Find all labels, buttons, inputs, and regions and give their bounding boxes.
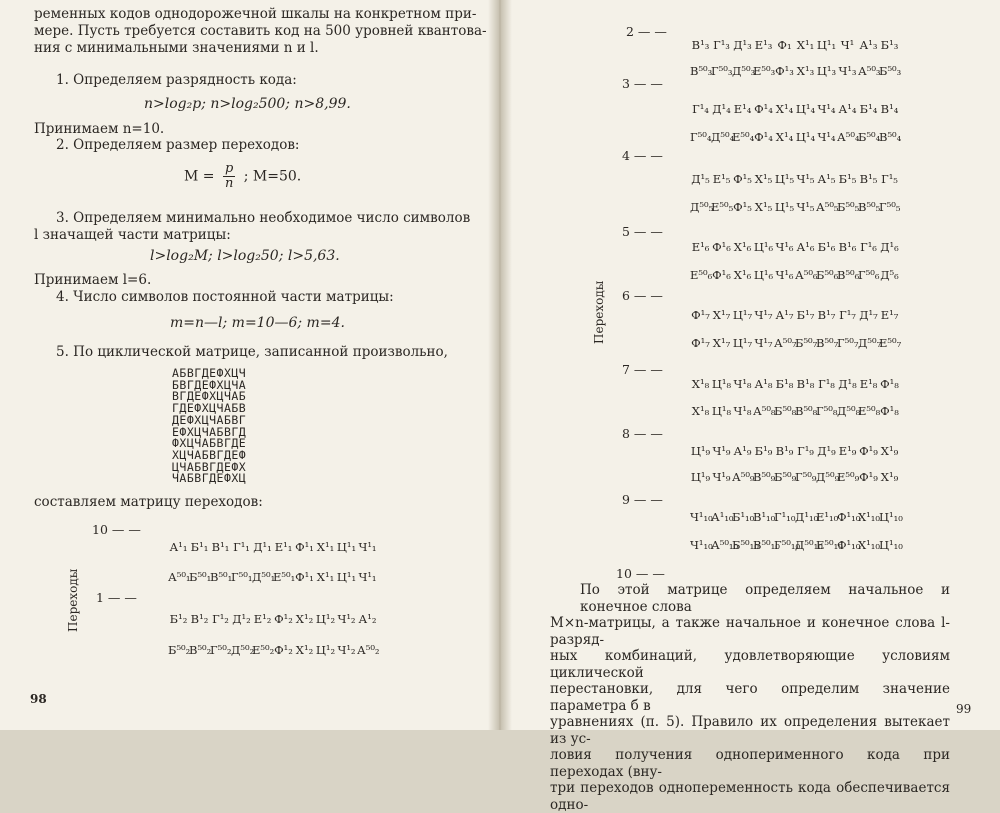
matrix-row — [168, 570, 378, 584]
formula-3: l>log₂M; l>log₂50; l>5,63. — [150, 248, 340, 264]
formula-2-fraction — [223, 162, 235, 191]
matrix-cell: Ц¹₈ — [711, 404, 732, 418]
matrix-cell: А¹₅ — [817, 172, 836, 186]
matrix-cell: Ч¹₉ — [712, 470, 731, 484]
matrix-cell: Ч¹₇ — [754, 308, 773, 322]
matrix-cell: В¹₇ — [817, 308, 836, 322]
matrix-cell: Е⁵⁰₂ — [252, 643, 275, 657]
matrix-cell: Х¹₅ — [754, 200, 773, 214]
matrix-cell: Ч¹₁ — [358, 570, 377, 584]
matrix-cell: А⁵⁰₉ — [732, 470, 755, 484]
transition-label: 3 — — — [622, 76, 663, 91]
matrix-cell: А⁵⁰₅ — [816, 200, 839, 214]
matrix-cell: Д¹₉ — [817, 444, 836, 458]
matrix-cell: Е¹₅ — [712, 172, 731, 186]
matrix-cell: Х¹₂ — [295, 612, 314, 626]
matrix-cell: Е⁵⁰₇ — [879, 336, 902, 350]
matrix-cell: Д⁵⁰₁ — [252, 570, 276, 584]
matrix-cell: В¹₉ — [775, 444, 794, 458]
formula-2-rhs: ; M=50. — [243, 168, 302, 185]
matrix-cell: А⁵⁰₁₀ — [711, 538, 739, 552]
matrix-cell: Ч¹₈ — [733, 377, 752, 391]
matrix-cell: В⁵⁰₅ — [858, 200, 881, 214]
matrix-cell: Ф¹₆ — [712, 240, 731, 254]
matrix-row — [690, 538, 903, 552]
matrix-cell: Б⁵⁰₉ — [774, 470, 797, 484]
matrix-cell: Г¹₃ — [713, 38, 730, 52]
matrix-cell: Ф¹₈ — [880, 377, 899, 391]
step-4: 4. Число символов постоянной части матрицы: — [56, 289, 394, 305]
matrix-cell: А¹₄ — [838, 102, 857, 116]
paragraph-line: перестановки, для чего определим значение параметра б в — [550, 681, 950, 714]
matrix-cell: Б⁵⁰₇ — [795, 336, 818, 350]
matrix-cell: А¹₃ — [859, 38, 878, 52]
matrix-cell: Х¹₁ — [316, 540, 335, 554]
cyclic-row: ХЦЧАБВГДЕФ — [172, 447, 247, 462]
matrix-cell: А⁵⁰₈ — [753, 404, 776, 418]
matrix-row — [690, 64, 900, 78]
formula-1: n>log₂p; n>log₂500; n>8,99. — [144, 96, 351, 112]
cyclic-row: ЧАБВГДЕФХЦ — [172, 471, 247, 486]
matrix-cell: В¹₃ — [691, 38, 710, 52]
matrix-cell: Б⁵⁰₄ — [858, 130, 881, 144]
matrix-cell: Ц¹₉ — [690, 444, 711, 458]
step-3-line: 3. Определяем минимально необходимое число символов — [56, 210, 471, 226]
formula-4: m=n—l; m=10—6; m=4. — [170, 315, 345, 331]
matrix-cell: Д⁵⁰₈ — [837, 404, 861, 418]
matrix-cell: Ц¹₇ — [732, 336, 753, 350]
matrix-cell: В¹₄ — [880, 102, 899, 116]
matrix-cell: Д¹₄ — [712, 102, 731, 116]
matrix-cell: Ч¹₁₀ — [690, 510, 713, 524]
transition-label: 10 — — — [92, 522, 141, 537]
matrix-cell: Ф¹₇ — [691, 308, 710, 322]
matrix-cell: Б¹₂ — [169, 612, 188, 626]
matrix-cell: В⁵⁰₉ — [753, 470, 776, 484]
matrix-cell: Ц¹₅ — [774, 200, 795, 214]
matrix-cell: Г¹₅ — [881, 172, 898, 186]
matrix-cell: Г¹₈ — [818, 377, 835, 391]
transition-label: 10 — — — [616, 566, 665, 581]
matrix-cell: Д⁵⁰₂ — [231, 643, 255, 657]
matrix-cell: Ц¹₂ — [315, 612, 336, 626]
matrix-cell: Б⁵⁰₂ — [168, 643, 191, 657]
matrix-cell: Ф¹₈ — [880, 404, 899, 418]
matrix-cell: В⁵⁰₁₀ — [753, 538, 780, 552]
cyclic-matrix — [172, 368, 246, 485]
matrix-cell: А⁵⁰₃ — [858, 64, 881, 78]
matrix-cell: Б⁵⁰₈ — [774, 404, 797, 418]
matrix-cell: Д⁵⁰₁₀ — [795, 538, 823, 552]
matrix-cell: Ц¹₁ — [336, 570, 357, 584]
matrix-cell: Х¹₄ — [775, 130, 794, 144]
matrix-cell: Ч¹₄ — [817, 102, 836, 116]
matrix-row — [690, 172, 900, 186]
matrix-cell: Х¹₁₀ — [858, 510, 881, 524]
transition-label: 1 — — — [96, 590, 137, 605]
matrix-cell: Д⁵⁰₅ — [690, 200, 714, 214]
matrix-cell: Б¹₄ — [859, 102, 878, 116]
matrix-cell: Х¹₉ — [880, 470, 899, 484]
formula-2-lhs: M = — [184, 168, 215, 185]
matrix-cell: Ч¹₆ — [775, 240, 794, 254]
page-number: 98 — [30, 692, 47, 706]
matrix-cell: Д⁵⁰₃ — [732, 64, 756, 78]
matrix-cell: Е⁵⁰₅ — [711, 200, 734, 214]
intro-line: ния с минимальными значениями n и l. — [34, 40, 319, 56]
matrix-cell: Г⁵⁰₁₀ — [774, 538, 801, 552]
matrix-cell: Х¹₆ — [733, 240, 752, 254]
intro-paragraph — [34, 6, 487, 57]
matrix-row — [168, 612, 378, 626]
matrix-cell: Б¹₈ — [775, 377, 794, 391]
matrix-cell: А¹₉ — [733, 444, 752, 458]
matrix-cell: Ф¹₁₀ — [837, 538, 861, 552]
matrix-cell: Ц¹₁ — [816, 38, 837, 52]
matrix-cell: Г¹₆ — [860, 240, 877, 254]
matrix-cell: Г⁵⁰₂ — [210, 643, 232, 657]
page-number: 99 — [956, 702, 972, 716]
matrix-cell: Г¹₁₀ — [774, 510, 796, 524]
paragraph-line: уравнениях (п. 5). Правило их определения вытекает из ус- — [550, 714, 950, 747]
accept-n: Принимаем n=10. — [34, 121, 165, 137]
matrix-cell: Ч¹ — [840, 38, 855, 52]
matrix-cell: А¹₂ — [358, 612, 377, 626]
matrix-cell: Е⁵⁰₃ — [753, 64, 776, 78]
matrix-row — [690, 38, 900, 52]
matrix-cell: Х¹₆ — [733, 268, 752, 282]
formula-2 — [184, 162, 301, 191]
matrix-cell: Б¹₅ — [838, 172, 857, 186]
matrix-row — [690, 240, 900, 254]
conclusion-paragraph — [550, 582, 950, 813]
cyclic-row: ДЕФХЦЧАБВГ — [172, 412, 247, 427]
matrix-cell: Б⁵⁰₁₀ — [732, 538, 759, 552]
matrix-cell: Е⁵⁰₁ — [273, 570, 296, 584]
matrix-cell: В¹₁₀ — [753, 510, 776, 524]
matrix-row — [690, 377, 900, 391]
matrix-cell: Г⁵⁰₁ — [231, 570, 253, 584]
matrix-cell: Е⁵⁰₈ — [858, 404, 881, 418]
step-5: 5. По циклической матрице, записанной произвольно, — [56, 344, 448, 360]
matrix-cell: В⁵⁰₁ — [210, 570, 233, 584]
matrix-cell: В⁵⁰₄ — [879, 130, 902, 144]
matrix-row — [168, 540, 378, 554]
matrix-cell: А⁵⁰₂ — [357, 643, 380, 657]
matrix-cell: Б⁵⁰₅ — [837, 200, 860, 214]
matrix-cell: Ц¹₈ — [711, 377, 732, 391]
matrix-cell: Д¹₅ — [691, 172, 710, 186]
matrix-cell: Е¹₆ — [691, 240, 710, 254]
matrix-cell: Ч¹₂ — [337, 612, 356, 626]
matrix-cell: Б¹₃ — [880, 38, 899, 52]
paragraph-line: ных комбинаций, удовлетворяющие условиям циклической — [550, 648, 950, 681]
matrix-cell: Е¹₁₀ — [816, 510, 839, 524]
matrix-cell: Е¹₇ — [880, 308, 899, 322]
intro-line: ременных кодов однодорожечной шкалы на конкретном при- — [34, 6, 477, 22]
matrix-cell: Ф¹₃ — [775, 64, 794, 78]
matrix-row — [690, 336, 900, 350]
matrix-row — [690, 268, 900, 282]
matrix-cell: Ц¹₆ — [753, 240, 774, 254]
matrix-cell: Ф¹₂ — [274, 643, 293, 657]
matrix-cell: Ц¹₅ — [774, 172, 795, 186]
matrix-cell: Х¹₁₀ — [858, 538, 881, 552]
matrix-row — [690, 102, 900, 116]
matrix-cell: Г⁵⁰₉ — [795, 470, 817, 484]
matrix-cell: Е⁵⁰₆ — [690, 268, 713, 282]
matrix-cell: А⁵⁰₆ — [795, 268, 818, 282]
matrix-cell: Ф¹₁ — [295, 570, 314, 584]
matrix-cell: Е⁵⁰₉ — [837, 470, 860, 484]
matrix-cell: Б¹₇ — [796, 308, 815, 322]
matrix-cell: Ф¹₉ — [859, 444, 878, 458]
matrix-cell: Ч¹₄ — [817, 130, 836, 144]
matrix-cell: Д¹₁₀ — [795, 510, 819, 524]
matrix-cell: Ф¹₁₀ — [837, 510, 861, 524]
matrix-cell: А¹₈ — [754, 377, 773, 391]
matrix-cell: В⁵⁰₃ — [690, 64, 713, 78]
transitions-side-label: Переходы — [66, 568, 80, 632]
matrix-cell: Г⁵⁰₄ — [690, 130, 712, 144]
matrix-cell: Ч¹₇ — [754, 336, 773, 350]
matrix-cell: Е¹₁ — [274, 540, 293, 554]
transition-label: 5 — — — [622, 224, 663, 239]
matrix-cell: Х¹₁ — [796, 38, 815, 52]
matrix-cell: Д⁵₆ — [880, 268, 899, 282]
transition-label: 9 — — — [622, 492, 663, 507]
matrix-cell: Г¹₂ — [212, 612, 229, 626]
matrix-row — [690, 510, 903, 524]
fraction-numerator: p — [224, 161, 234, 176]
matrix-cell: Х¹₄ — [775, 102, 794, 116]
fraction-denominator: n — [224, 176, 234, 191]
paragraph-line: По этой матрице определяем начальное и конечное слова — [580, 582, 950, 615]
matrix-cell: Б⁵⁰₁ — [189, 570, 212, 584]
matrix-cell: Г⁵⁰₃ — [711, 64, 733, 78]
matrix-cell: Б¹₉ — [754, 444, 773, 458]
cyclic-row: ЦЧАБВГДЕФХ — [172, 459, 247, 474]
intro-line: мере. Пусть требуется составить код на 500 уровней квантова- — [34, 23, 487, 39]
matrix-cell: В¹₅ — [859, 172, 878, 186]
cyclic-row: ЕФХЦЧАБВГД — [172, 424, 247, 439]
matrix-cell: Б¹₆ — [817, 240, 836, 254]
step-3 — [34, 210, 470, 244]
matrix-cell: Д⁵⁰₄ — [711, 130, 735, 144]
cyclic-row: АБВГДЕФХЦЧ — [172, 366, 247, 380]
matrix-cell: А⁵⁰₇ — [774, 336, 797, 350]
matrix-row — [690, 200, 900, 214]
matrix-cell: Ц¹₄ — [795, 102, 816, 116]
matrix-cell: Ч¹₅ — [796, 172, 815, 186]
step-3-line: l значащей части матрицы: — [34, 227, 231, 243]
matrix-cell: Ч¹₃ — [838, 64, 857, 78]
matrix-cell: Б⁵⁰₆ — [816, 268, 839, 282]
matrix-cell: Ф¹₄ — [754, 102, 773, 116]
transition-label: 8 — — — [622, 426, 663, 441]
matrix-row — [690, 130, 900, 144]
matrix-cell: Ц¹₁₀ — [879, 538, 903, 552]
paragraph-line: M×n-матрицы, а также начальное и конечное слова l-разряд- — [550, 615, 950, 648]
cyclic-row: ФХЦЧАБВГДЕ — [172, 436, 247, 451]
matrix-cell: Ф¹₂ — [274, 612, 293, 626]
matrix-cell: В⁵⁰₆ — [837, 268, 860, 282]
matrix-cell: Е¹₂ — [253, 612, 272, 626]
matrix-cell: Е⁵⁰₁₀ — [816, 538, 843, 552]
matrix-cell: Х¹₉ — [880, 444, 899, 458]
matrix-cell: Д¹₇ — [859, 308, 878, 322]
matrix-cell: Ф¹₅ — [733, 200, 752, 214]
matrix-row — [690, 308, 900, 322]
matrix-cell: Ф¹₆ — [712, 268, 731, 282]
book-gutter — [488, 0, 512, 730]
paragraph-line: три переходов однопеременность кода обеспечивается одно- — [550, 780, 950, 813]
matrix-cell: Х¹₃ — [796, 64, 815, 78]
matrix-cell: Е¹₃ — [754, 38, 773, 52]
matrix-cell: В⁵⁰₇ — [816, 336, 839, 350]
accept-l: Принимаем l=6. — [34, 272, 152, 288]
matrix-cell: Г⁵⁰₅ — [879, 200, 901, 214]
matrix-cell: Д⁵⁰₉ — [816, 470, 840, 484]
transition-label: 4 — — — [622, 148, 663, 163]
matrix-cell: А¹₆ — [796, 240, 815, 254]
matrix-cell: Д¹₈ — [838, 377, 857, 391]
matrix-cell: Ц¹₄ — [795, 130, 816, 144]
matrix-cell: Х¹₈ — [691, 377, 710, 391]
matrix-cell: Б¹₁₀ — [732, 510, 755, 524]
matrix-cell: В⁵⁰₂ — [189, 643, 212, 657]
matrix-cell: Е⁵⁰₄ — [732, 130, 755, 144]
matrix-cell: Г⁵⁰₈ — [816, 404, 838, 418]
matrix-cell: Г¹₁ — [233, 540, 250, 554]
matrix-cell: Г⁵⁰₇ — [837, 336, 859, 350]
matrix-cell: Ч¹₉ — [712, 444, 731, 458]
matrix-cell: Ц¹₉ — [690, 470, 711, 484]
matrix-cell: Д¹₃ — [733, 38, 752, 52]
matrix-cell: Ц¹₆ — [753, 268, 774, 282]
right-page — [500, 0, 1000, 813]
matrix-cell: А¹₁ — [169, 540, 188, 554]
matrix-cell: Б¹₁ — [190, 540, 209, 554]
matrix-cell: Ф₁ — [777, 38, 792, 52]
matrix-cell: Х¹₈ — [691, 404, 710, 418]
matrix-cell: А¹₁₀ — [711, 510, 734, 524]
matrix-cell: Х¹₅ — [754, 172, 773, 186]
paragraph-line: ловия получения одноперименного кода при переходах (вну- — [550, 747, 950, 780]
matrix-cell: Б⁵⁰₃ — [879, 64, 902, 78]
cyclic-row: ГДЕФХЦЧАБВ — [172, 401, 247, 416]
matrix-cell: Ц¹₁ — [336, 540, 357, 554]
matrix-cell: Е¹₄ — [733, 102, 752, 116]
matrix-cell: Ч¹₁₀ — [690, 538, 713, 552]
matrix-cell: Ф¹₇ — [691, 336, 710, 350]
transition-label: 2 — — — [626, 24, 667, 39]
matrix-cell: Х¹₁ — [316, 570, 335, 584]
matrix-cell: Ч¹₈ — [733, 404, 752, 418]
matrix-cell: В¹₆ — [838, 240, 857, 254]
matrix-cell: Д¹₁ — [253, 540, 272, 554]
matrix-cell: Ч¹₁ — [358, 540, 377, 554]
transitions-side-label: Переходы — [592, 280, 606, 344]
matrix-cell: А¹₇ — [775, 308, 794, 322]
step-2: 2. Определяем размер переходов: — [56, 137, 300, 153]
matrix-cell: Д⁵⁰₇ — [858, 336, 882, 350]
matrix-cell: Д¹₂ — [232, 612, 251, 626]
matrix-cell: Х¹₇ — [712, 308, 731, 322]
matrix-row — [690, 470, 900, 484]
matrix-cell: Ф¹₉ — [859, 470, 878, 484]
left-page — [0, 0, 500, 730]
matrix-cell: Ф¹₁ — [295, 540, 314, 554]
matrix-cell: В¹₁ — [211, 540, 230, 554]
matrix-cell: В⁵⁰₈ — [795, 404, 818, 418]
matrix-cell: А⁵⁰₁ — [168, 570, 191, 584]
matrix-cell: Д¹₆ — [880, 240, 899, 254]
transition-label: 6 — — — [622, 288, 663, 303]
matrix-cell: Ц¹₇ — [732, 308, 753, 322]
matrix-row — [690, 444, 900, 458]
cyclic-row: БВГДЕФХЦЧА — [172, 377, 247, 392]
matrix-cell: Ф¹₄ — [754, 130, 773, 144]
matrix-row — [168, 643, 378, 657]
matrix-cell: Ц¹₁₀ — [879, 510, 903, 524]
make-matrix-text: составляем матрицу переходов: — [34, 494, 263, 510]
matrix-cell: В¹₈ — [796, 377, 815, 391]
matrix-cell: Ч¹₆ — [775, 268, 794, 282]
matrix-cell: Г¹₄ — [692, 102, 709, 116]
matrix-cell: Ч¹₂ — [337, 643, 356, 657]
matrix-cell: Х¹₂ — [295, 643, 314, 657]
matrix-cell: Е¹₈ — [859, 377, 878, 391]
matrix-cell: Г¹₇ — [839, 308, 856, 322]
matrix-cell: Г⁵⁰₆ — [858, 268, 880, 282]
matrix-row — [690, 404, 900, 418]
matrix-cell: А⁵⁰₄ — [837, 130, 860, 144]
matrix-cell: Х¹₇ — [712, 336, 731, 350]
transition-label: 7 — — — [622, 362, 663, 377]
matrix-cell: Ф¹₅ — [733, 172, 752, 186]
matrix-cell: Е¹₉ — [838, 444, 857, 458]
matrix-cell: В¹₂ — [190, 612, 209, 626]
step-1: 1. Определяем разрядность кода: — [56, 72, 297, 88]
matrix-cell: Ц¹₂ — [315, 643, 336, 657]
cyclic-row: ВГДЕФХЦЧАБ — [172, 389, 247, 404]
matrix-cell: Ц¹₃ — [816, 64, 837, 78]
matrix-cell: Ч¹₅ — [796, 200, 815, 214]
matrix-cell: Г¹₉ — [797, 444, 814, 458]
